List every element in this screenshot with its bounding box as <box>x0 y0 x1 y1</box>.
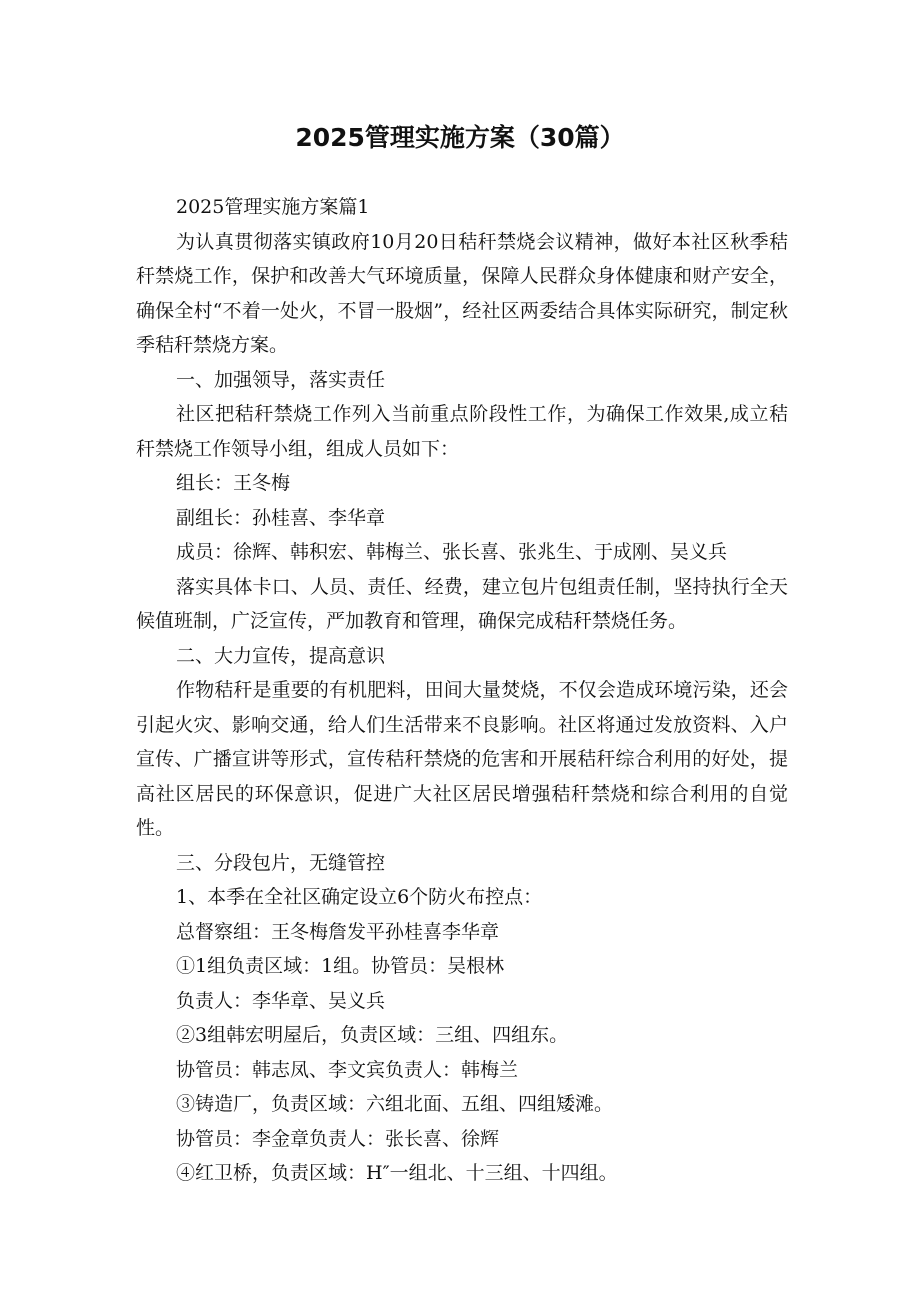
paragraph: 1、本季在全社区确定设立6个防火布控点： <box>176 886 543 908</box>
paragraph: 成员：徐辉、韩积宏、韩梅兰、张长喜、张兆生、于成刚、吴义兵 <box>176 541 728 563</box>
paragraph: 社区把秸秆禁烧工作列入当前重点阶段性工作，为确保工作效果,成立秸秆禁烧工作领导小组，组成人员如下： <box>136 403 788 460</box>
paragraph: 落实具体卡口、人员、责任、经费，建立包片包组责任制，坚持执行全天候值班制，广泛宣传，严加教育和管理，确保完成秸秆禁烧任务。 <box>136 575 788 632</box>
paragraph: ①1组负责区域：1组。协管员：吴根林 <box>176 955 505 977</box>
document-title: 2025管理实施方案（30篇） <box>295 123 625 152</box>
paragraph: ④红卫桥，负责区域：H″一组北、十三组、十四组。 <box>176 1162 618 1184</box>
paragraph: 作物秸秆是重要的有机肥料，田间大量焚烧，不仅会造成环境污染，还会引起火灾、影响交通，给人们生活带来不良影响。社区将通过发放资料、入户宣传、广播宣讲等形式，宣传秸秆禁烧的危害和开展秸秆综合利用的好处，提高社区居民的环保意识，促进广大社区居民增强秸秆禁烧和综合利用的自觉性。 <box>136 679 788 839</box>
section-heading: 三、分段包片，无缝管控 <box>176 851 386 874</box>
paragraph: 为认真贯彻落实镇政府10月20日秸秆禁烧会议精神，做好本社区秋季秸秆禁烧工作，保护和改善大气环境质量，保障人民群众身体健康和财产安全，确保全村“不着一处火，不冒一股烟”，经社区两委结合具体实际研究，制定秋季秸秆禁烧方案。 <box>136 230 788 356</box>
section-heading: 二、大力宣传，提高意识 <box>176 644 386 667</box>
paragraph: 协管员：韩志凤、李文宾负责人：韩梅兰 <box>176 1058 519 1081</box>
section-heading: 一、加强领导，落实责任 <box>176 368 386 391</box>
paragraph: 组长：王冬梅 <box>176 472 291 494</box>
document-body <box>136 190 788 1191</box>
paragraph: 副组长：孙桂喜、李华章 <box>176 506 386 529</box>
paragraph: ③铸造厂，负责区域：六组北面、五组、四组矮滩。 <box>176 1093 614 1115</box>
paragraph: 协管员：李金章负责人：张长喜、徐辉 <box>176 1127 500 1150</box>
paragraph: 总督察组：王冬梅詹发平孙桂喜李华章 <box>176 920 500 943</box>
paragraph: ②3组韩宏明屋后，负责区域：三组、四组东。 <box>176 1024 569 1046</box>
section-heading: 2025管理实施方案篇1 <box>176 196 370 218</box>
paragraph: 负责人：李华章、吴义兵 <box>176 989 386 1012</box>
